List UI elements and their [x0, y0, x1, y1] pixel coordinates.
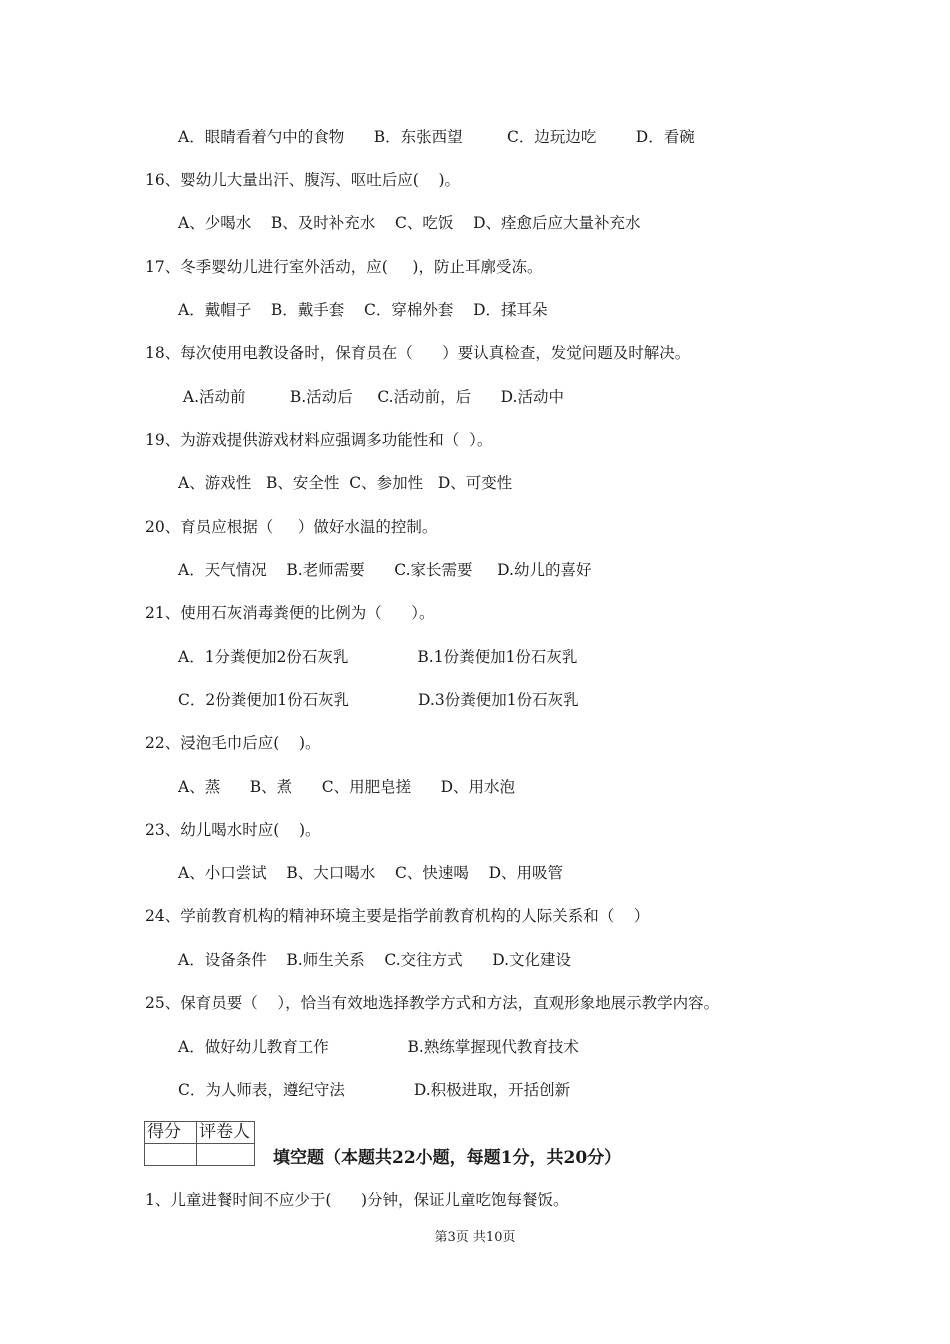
- q19-stem: 19、为游戏提供游戏材料应强调多功能性和（ ）。: [145, 431, 493, 449]
- fill-blank-q1: 1、儿童进餐时间不应少于( )分钟，保证儿童吃饱每餐饭。: [145, 1191, 569, 1209]
- q25-options-line-2: C．为人师表，遵纪守法 D.积极进取，开括创新: [178, 1081, 571, 1099]
- q22-stem: 22、浸泡毛巾后应( )。: [145, 734, 321, 752]
- page-footer: 第3页 共10页: [434, 1230, 516, 1245]
- q20-options-line-1: A．天气情况 B.老师需要 C.家长需要 D.幼儿的喜好: [178, 561, 592, 579]
- q18-stem: 18、每次使用电教设备时，保育员在（ ）要认真检查，发觉问题及时解决。: [145, 344, 691, 362]
- q23-options-line-1: A、小口尝试 B、大口喝水 C、快速喝 D、用吸管: [178, 864, 563, 882]
- q16-options-line-1: A、少喝水 B、及时补充水 C、吃饭 D、痊愈后应大量补充水: [178, 214, 641, 232]
- q18-options-line-1: A.活动前 B.活动后 C.活动前，后 D.活动中: [178, 388, 564, 406]
- q20-stem: 20、育员应根据（ ）做好水温的控制。: [145, 518, 438, 536]
- section-title: 填空题（本题共22小题，每题1分，共20分）: [273, 1148, 622, 1168]
- q17-options-line-1: A．戴帽子 B．戴手套 C．穿棉外套 D．揉耳朵: [178, 301, 548, 319]
- q21-options-line-1: A．1分粪便加2份石灰乳 B.1份粪便加1份石灰乳: [178, 648, 578, 666]
- q19-options-line-1: A、游戏性 B、安全性 C、参加性 D、可变性: [178, 474, 513, 492]
- q21-options-line-2: C．2份粪便加1份石灰乳 D.3份粪便加1份石灰乳: [178, 691, 579, 709]
- score-cell[interactable]: [145, 1144, 197, 1166]
- q21-stem: 21、使用石灰消毒粪便的比例为（ ）。: [145, 604, 435, 622]
- q17-stem: 17、冬季婴幼儿进行室外活动，应( )，防止耳廓受冻。: [145, 258, 543, 276]
- q23-stem: 23、幼儿喝水时应( )。: [145, 821, 321, 839]
- grader-label: 评卷人: [197, 1122, 255, 1144]
- q15-options-line-1: A．眼睛看着勺中的食物 B．东张西望 C．边玩边吃 D．看碗: [178, 128, 695, 146]
- q16-stem: 16、婴幼儿大量出汗、腹泻、呕吐后应( )。: [145, 171, 461, 189]
- score-label: 得分: [145, 1122, 197, 1144]
- score-table: [144, 1121, 255, 1166]
- grader-cell[interactable]: [197, 1144, 255, 1166]
- q24-options-line-1: A．设备条件 B.师生关系 C.交往方式 D.文化建设: [178, 951, 572, 969]
- q25-stem: 25、保育员要（ ），恰当有效地选择教学方式和方法，直观形象地展示教学内容。: [145, 994, 720, 1012]
- q25-options-line-1: A．做好幼儿教育工作 B.熟练掌握现代教育技术: [178, 1038, 579, 1056]
- q24-stem: 24、学前教育机构的精神环境主要是指学前教育机构的人际关系和（ ）: [145, 907, 650, 925]
- q22-options-line-1: A、蒸 B、煮 C、用肥皂搓 D、用水泡: [178, 778, 516, 796]
